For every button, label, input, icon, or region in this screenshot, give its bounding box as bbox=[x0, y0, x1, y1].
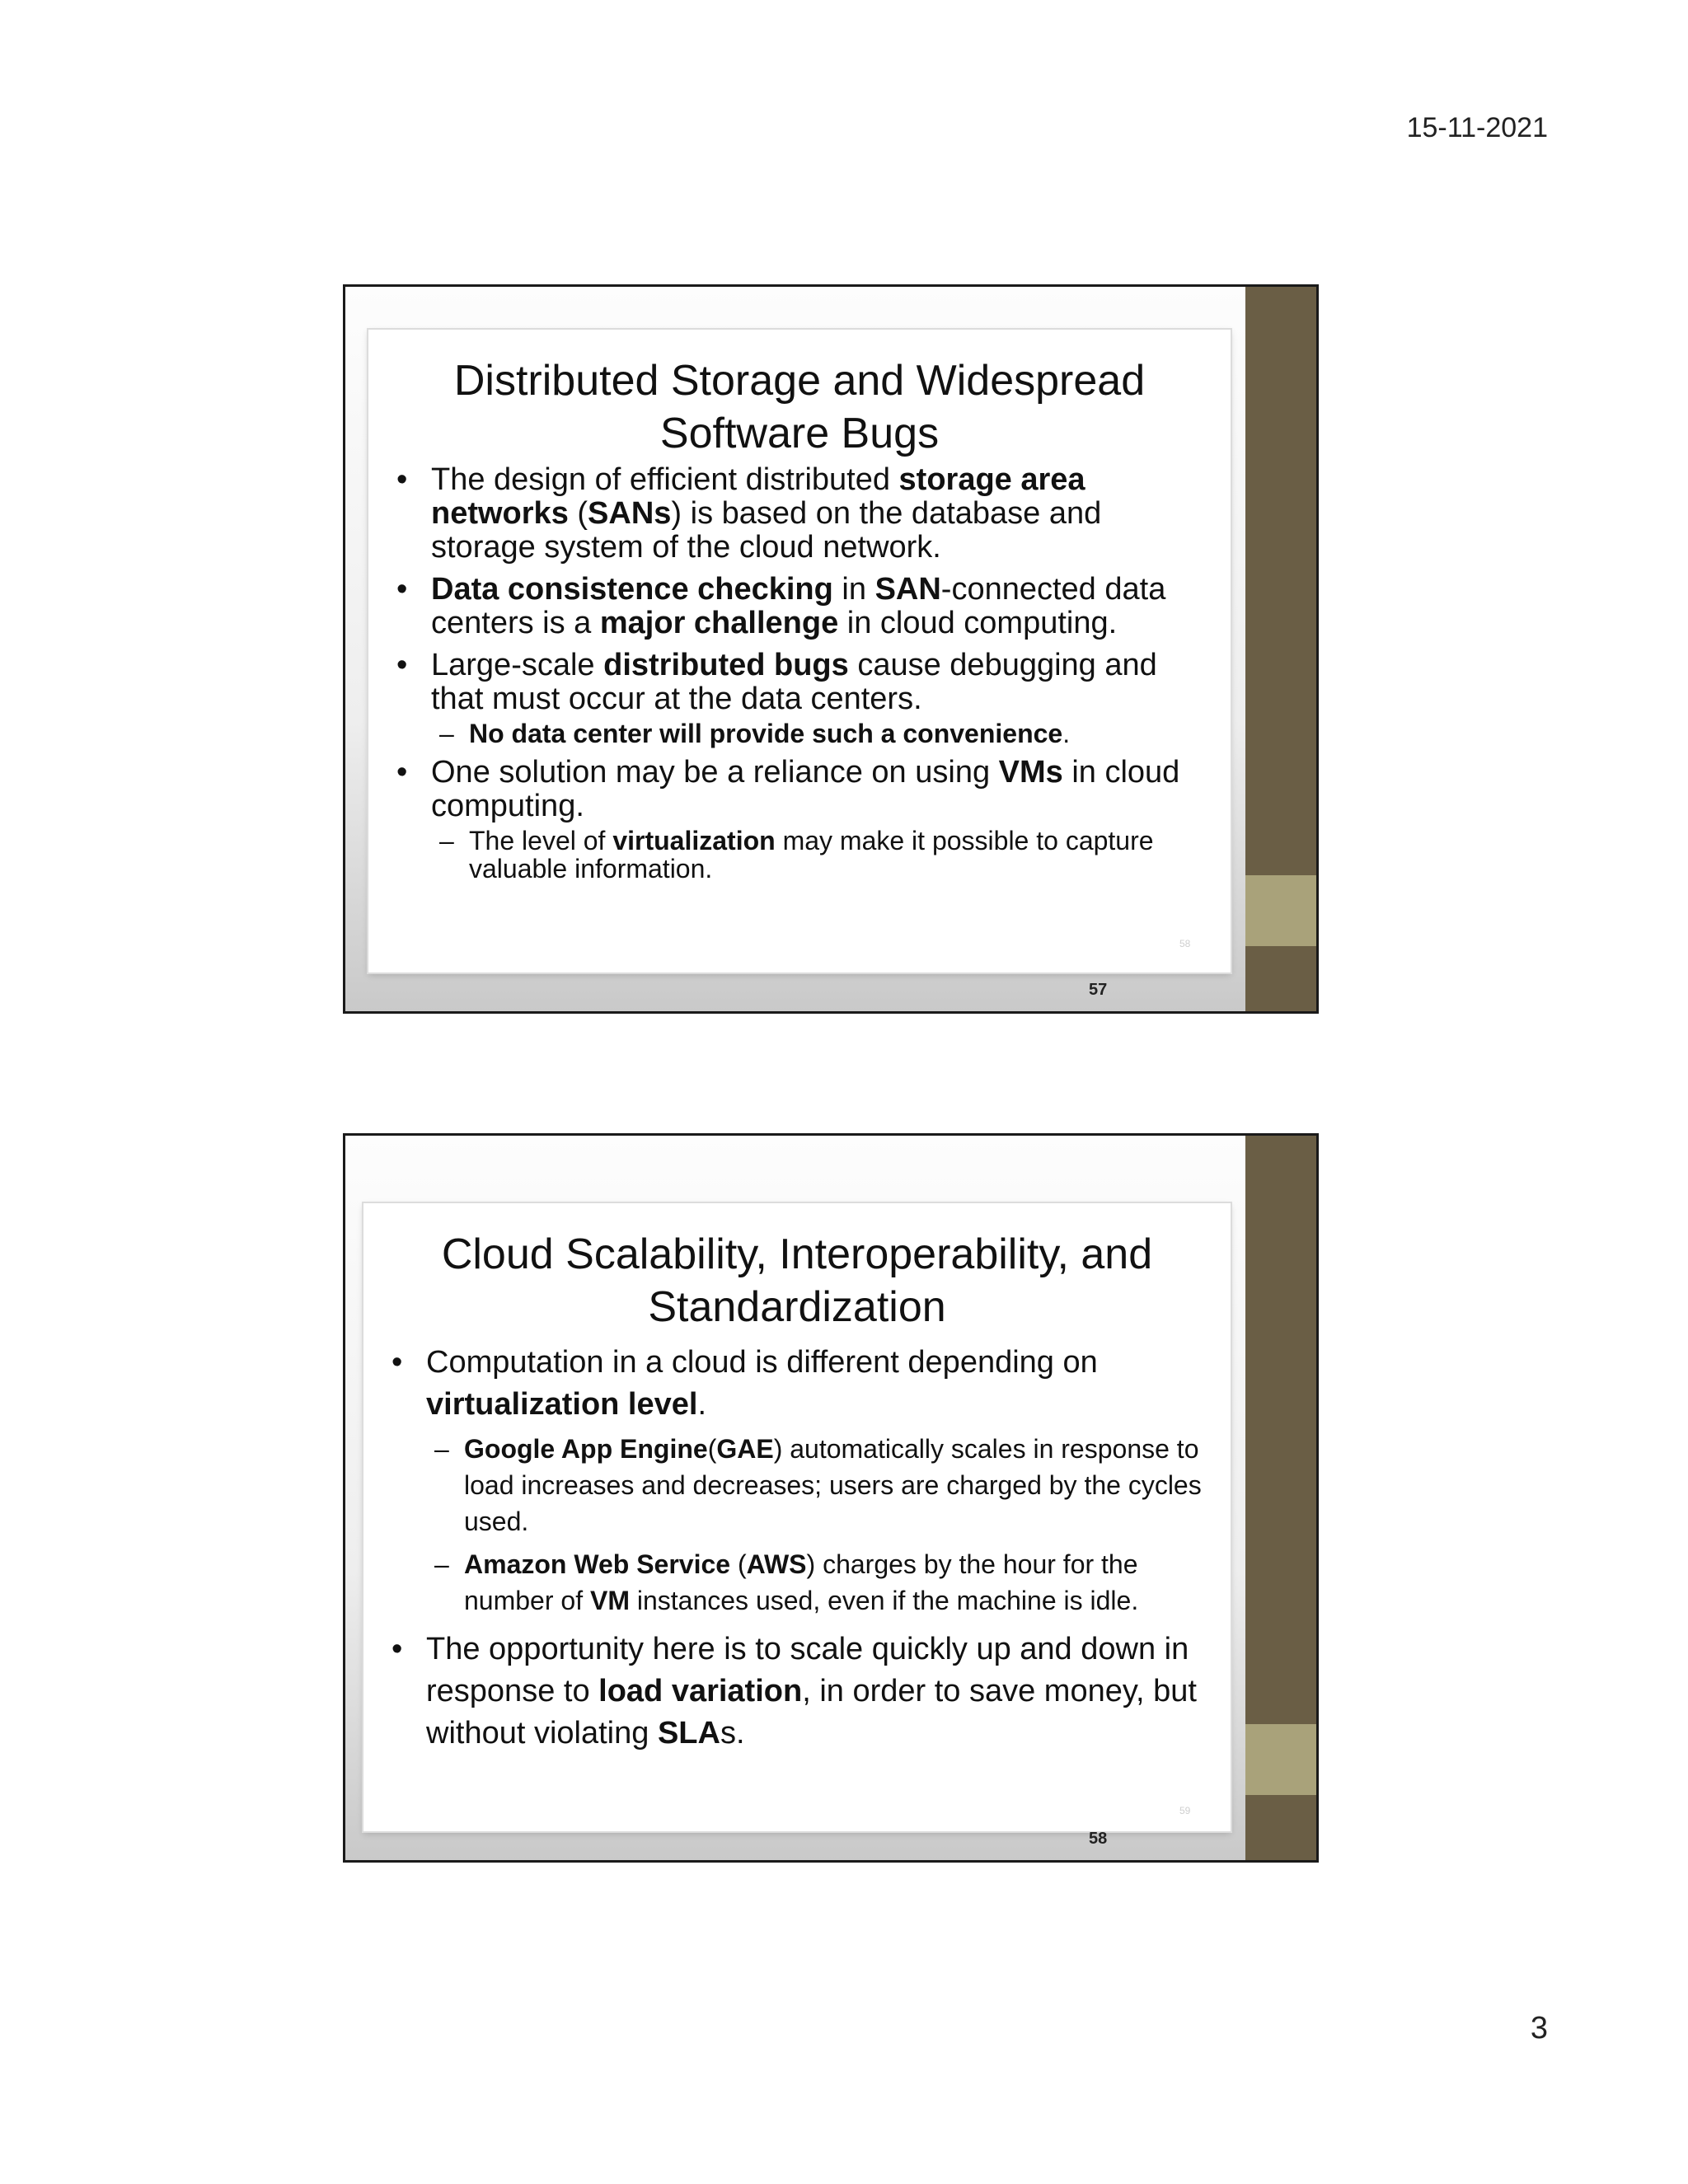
sub-bullet-item: – Amazon Web Service (AWS) charges by the hour for the number of VM instances used, even if the machine is idle. bbox=[464, 1546, 1203, 1619]
bullet-item: • The opportunity here is to scale quickly up and down in response to load variation, in order to save money, but without violating SLAs. bbox=[426, 1629, 1203, 1755]
bullet-item: • Data consistence checking in SAN-connected data centers is a major challenge in cloud computing. bbox=[431, 573, 1203, 640]
bullet-item: • Large-scale distributed bugs cause debugging and that must occur at the data centers. – No data center will provide such a convenience. bbox=[431, 649, 1203, 748]
slide-sidebar-accent bbox=[1245, 1724, 1316, 1795]
bullet-list bbox=[426, 1342, 1203, 1755]
sub-bullet-item: – Google App Engine(GAE) automatically scales in response to load increases and decreases; users are charged by the cycles used. bbox=[464, 1431, 1203, 1540]
bullet-item: • The design of efficient distributed storage area networks (SANs) is based on the database and storage system of the cloud network. bbox=[431, 463, 1203, 565]
slide-number: 58 bbox=[1089, 1830, 1108, 1848]
faint-slide-number: 59 bbox=[1179, 1805, 1191, 1816]
slide-content bbox=[363, 1203, 1231, 1831]
slide-content bbox=[368, 330, 1231, 972]
slide-sidebar-accent bbox=[1245, 875, 1316, 946]
page-number: 3 bbox=[1530, 2011, 1548, 2046]
slide-title-line: Software Bugs bbox=[659, 410, 940, 457]
slide-title bbox=[368, 330, 1231, 460]
slide-thumbnail-2 bbox=[343, 1133, 1319, 1863]
page-date: 15-11-2021 bbox=[1406, 112, 1548, 143]
sub-bullet-list bbox=[464, 1431, 1203, 1619]
slide-title-line: Distributed Storage and Widespread bbox=[453, 357, 1146, 405]
slide-title-line: Standardization bbox=[648, 1283, 946, 1331]
slide-title bbox=[363, 1203, 1231, 1333]
sub-bullet-item: – No data center will provide such a convenience. bbox=[469, 719, 1203, 748]
faint-slide-number: 58 bbox=[1179, 938, 1191, 949]
slide-title-line: Cloud Scalability, Interoperability, and bbox=[441, 1230, 1153, 1278]
slide-sidebar bbox=[1245, 1136, 1316, 1860]
bullet-list bbox=[431, 463, 1203, 883]
slide-number: 57 bbox=[1089, 981, 1108, 999]
bullet-item: • Computation in a cloud is different depending on virtualization level. – Google App Engine(GAE) automatically scales in response to load increases and decreases; users are charged by the cycles used. – Amazon Web Service (AWS) charges by the hour for the number of VM instances used, even if the machine is idle. bbox=[426, 1342, 1203, 1619]
slide-sidebar bbox=[1245, 287, 1316, 1011]
slide-thumbnail-1 bbox=[343, 284, 1319, 1014]
sub-bullet-list bbox=[469, 827, 1203, 883]
sub-bullet-item: – The level of virtualization may make it possible to capture valuable information. bbox=[469, 827, 1203, 883]
bullet-item: • One solution may be a reliance on using VMs in cloud computing. – The level of virtualization may make it possible to capture valuable information. bbox=[431, 756, 1203, 883]
sub-bullet-list bbox=[469, 719, 1203, 748]
